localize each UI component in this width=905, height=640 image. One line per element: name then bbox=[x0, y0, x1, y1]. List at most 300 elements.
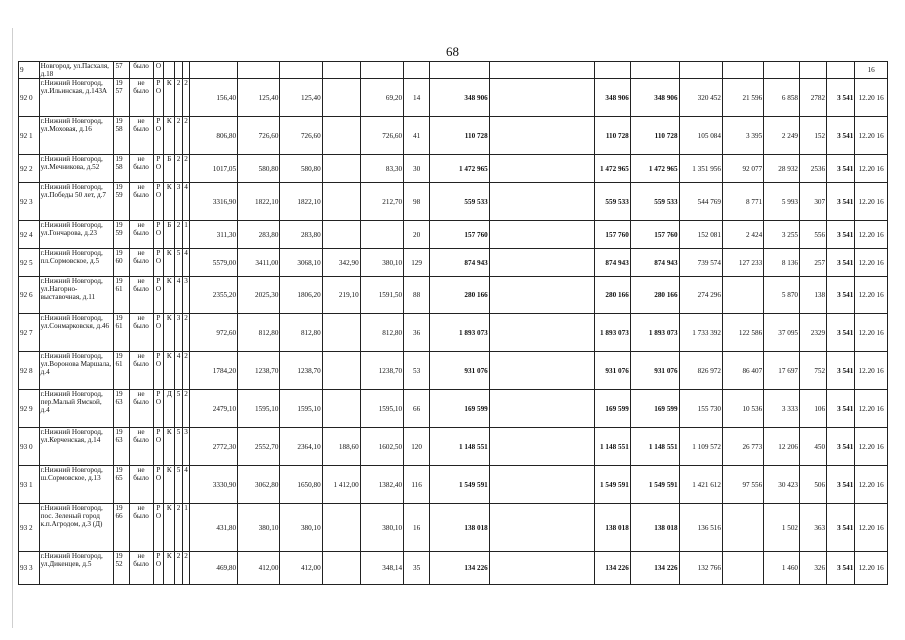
table-cell: О bbox=[153, 62, 164, 79]
table-cell: 41 bbox=[404, 117, 430, 155]
table-cell: г.Нижний Новгород, ул.Гончарова, д.23 bbox=[39, 221, 114, 249]
table-cell: 12.20 16 bbox=[855, 277, 888, 314]
table-cell: 812,80 bbox=[280, 314, 322, 352]
table-cell: 2 bbox=[182, 117, 190, 155]
table-cell bbox=[489, 249, 594, 277]
table-cell: К bbox=[164, 466, 175, 504]
table-cell: К bbox=[164, 183, 175, 221]
table-cell: 92 8 bbox=[19, 352, 40, 390]
table-cell: 2 bbox=[175, 155, 183, 183]
table-cell: 3 255 bbox=[764, 221, 800, 249]
table-cell: 1238,70 bbox=[280, 352, 322, 390]
table-cell bbox=[322, 117, 360, 155]
table-cell: 157 760 bbox=[630, 221, 679, 249]
table-cell: 283,80 bbox=[280, 221, 322, 249]
table-cell: 1 549 591 bbox=[594, 466, 630, 504]
table-cell: 380,10 bbox=[360, 504, 403, 552]
table-cell: 26 773 bbox=[722, 428, 763, 466]
table-cell: 3 541 bbox=[827, 155, 855, 183]
table-cell: 19 63 bbox=[114, 390, 129, 428]
table-cell: 138 018 bbox=[594, 504, 630, 552]
table-cell: 92 2 bbox=[19, 155, 40, 183]
table-cell: было bbox=[129, 62, 153, 79]
table-cell: 92 077 bbox=[722, 155, 763, 183]
table-cell: 280 166 bbox=[630, 277, 679, 314]
table-cell: 92 1 bbox=[19, 117, 40, 155]
table-cell: 931 076 bbox=[594, 352, 630, 390]
table-cell: 1 733 392 bbox=[679, 314, 722, 352]
table-cell: Р О bbox=[153, 504, 164, 552]
table-cell: 5 bbox=[175, 249, 183, 277]
table-cell: Р О bbox=[153, 79, 164, 117]
table-cell: 157 760 bbox=[594, 221, 630, 249]
table-cell: 83,30 bbox=[360, 155, 403, 183]
table-cell: 1 549 591 bbox=[430, 466, 490, 504]
table-cell: 2 bbox=[182, 552, 190, 585]
table-cell: 1382,40 bbox=[360, 466, 403, 504]
table-cell: не было bbox=[129, 352, 153, 390]
table-cell: 36 bbox=[404, 314, 430, 352]
table-cell: не было bbox=[129, 117, 153, 155]
table-cell: 98 bbox=[404, 183, 430, 221]
table-cell: 580,80 bbox=[280, 155, 322, 183]
table-cell: 348 906 bbox=[594, 79, 630, 117]
table-cell: 931 076 bbox=[430, 352, 490, 390]
table-cell: 92 3 bbox=[19, 183, 40, 221]
table-cell: 3 541 bbox=[827, 352, 855, 390]
table-cell: 1 148 551 bbox=[594, 428, 630, 466]
table-cell: г.Нижний Новгород, ул.Дикенцев, д.5 bbox=[39, 552, 114, 585]
table-cell bbox=[722, 62, 763, 79]
table-cell bbox=[489, 390, 594, 428]
table-cell: 3411,00 bbox=[238, 249, 280, 277]
table-cell: 19 61 bbox=[114, 277, 129, 314]
table-cell: 152 bbox=[800, 117, 827, 155]
table-row bbox=[19, 504, 888, 552]
table-cell: 307 bbox=[800, 183, 827, 221]
table-cell: 1 bbox=[182, 504, 190, 552]
table-cell bbox=[722, 277, 763, 314]
table-cell: г.Нижний Новгород, ул.Воронова Маршала, д.4 bbox=[39, 352, 114, 390]
table-cell: 450 bbox=[800, 428, 827, 466]
table-cell: 157 760 bbox=[430, 221, 490, 249]
table-cell: 874 943 bbox=[430, 249, 490, 277]
table-cell: 12.20 16 bbox=[855, 79, 888, 117]
table-cell bbox=[360, 62, 403, 79]
table-cell: Р О bbox=[153, 390, 164, 428]
table-cell: 2 bbox=[175, 117, 183, 155]
table-cell: 2 bbox=[182, 314, 190, 352]
table-cell: 1017,05 bbox=[190, 155, 238, 183]
table-cell: 37 095 bbox=[764, 314, 800, 352]
table-cell: 16 bbox=[855, 62, 888, 79]
table-cell: К bbox=[164, 277, 175, 314]
table-cell: 93 3 bbox=[19, 552, 40, 585]
table-cell: 412,00 bbox=[238, 552, 280, 585]
table-cell: 326 bbox=[800, 552, 827, 585]
table-cell: 806,80 bbox=[190, 117, 238, 155]
table-cell: Р О bbox=[153, 466, 164, 504]
table-cell: 874 943 bbox=[630, 249, 679, 277]
table-cell bbox=[679, 62, 722, 79]
table-cell: не было bbox=[129, 314, 153, 352]
table-cell: г.Нижний Новгород, ул.Ильинская, д.143А bbox=[39, 79, 114, 117]
table-cell: 2552,70 bbox=[238, 428, 280, 466]
table-cell: Р О bbox=[153, 552, 164, 585]
table-cell: 110 728 bbox=[630, 117, 679, 155]
table-cell: г.Нижний Новгород, пос. Зеленый город к.п.Агродом, д.3 (Д) bbox=[39, 504, 114, 552]
table-cell: 30 bbox=[404, 155, 430, 183]
table-cell: 1784,20 bbox=[190, 352, 238, 390]
table-cell: 57 bbox=[114, 62, 129, 79]
table-cell: 2364,10 bbox=[280, 428, 322, 466]
table-cell: 88 bbox=[404, 277, 430, 314]
table-cell: 4 bbox=[182, 466, 190, 504]
table-cell: 320 452 bbox=[679, 79, 722, 117]
table-cell: 1 148 551 bbox=[630, 428, 679, 466]
table-cell: не было bbox=[129, 155, 153, 183]
table-cell: 3 541 bbox=[827, 221, 855, 249]
table-cell: 110 728 bbox=[430, 117, 490, 155]
table-cell: 19 61 bbox=[114, 314, 129, 352]
table-cell: 3 541 bbox=[827, 314, 855, 352]
table-cell: 12.20 16 bbox=[855, 314, 888, 352]
table-cell: 2782 bbox=[800, 79, 827, 117]
table-cell bbox=[722, 504, 763, 552]
table-cell: 2 424 bbox=[722, 221, 763, 249]
table-cell: 3068,10 bbox=[280, 249, 322, 277]
table-cell: 19 52 bbox=[114, 552, 129, 585]
table-cell: не было bbox=[129, 249, 153, 277]
table-cell: Р О bbox=[153, 249, 164, 277]
table-cell: 19 65 bbox=[114, 466, 129, 504]
table-cell bbox=[489, 221, 594, 249]
table-cell bbox=[190, 62, 238, 79]
table-cell: 169 599 bbox=[430, 390, 490, 428]
table-cell: Р О bbox=[153, 183, 164, 221]
table-cell: 4 bbox=[182, 249, 190, 277]
table-cell: 1806,20 bbox=[280, 277, 322, 314]
table-cell: 20 bbox=[404, 221, 430, 249]
table-cell: 1591,50 bbox=[360, 277, 403, 314]
table-cell: 3 541 bbox=[827, 117, 855, 155]
table-cell: 3 333 bbox=[764, 390, 800, 428]
table-cell: 2025,30 bbox=[238, 277, 280, 314]
table-cell bbox=[630, 62, 679, 79]
table-row bbox=[19, 428, 888, 466]
table-cell: Новгород, ул.Пасхаля, д.18 bbox=[39, 62, 114, 79]
table-cell: 21 596 bbox=[722, 79, 763, 117]
table-cell: 138 018 bbox=[430, 504, 490, 552]
table-cell: 559 533 bbox=[630, 183, 679, 221]
table-cell: 129 bbox=[404, 249, 430, 277]
table-row bbox=[19, 117, 888, 155]
table-cell: 1 893 073 bbox=[430, 314, 490, 352]
table-cell bbox=[489, 552, 594, 585]
table-row bbox=[19, 466, 888, 504]
table-cell: 1 893 073 bbox=[594, 314, 630, 352]
table-cell: 3 541 bbox=[827, 428, 855, 466]
table-cell: 348 906 bbox=[430, 79, 490, 117]
table-cell: 726,60 bbox=[360, 117, 403, 155]
table-cell: 19 59 bbox=[114, 183, 129, 221]
table-cell: 3 541 bbox=[827, 504, 855, 552]
table-cell: 4 bbox=[175, 352, 183, 390]
table-cell: 1 472 965 bbox=[430, 155, 490, 183]
table-cell: 363 bbox=[800, 504, 827, 552]
table-cell: 5579,00 bbox=[190, 249, 238, 277]
table-cell: 19 57 bbox=[114, 79, 129, 117]
table-cell: К bbox=[164, 352, 175, 390]
table-cell: 1238,70 bbox=[238, 352, 280, 390]
table-cell: Б bbox=[164, 221, 175, 249]
table-cell: 2 bbox=[182, 390, 190, 428]
table-cell bbox=[164, 62, 175, 79]
table-cell: 127 233 bbox=[722, 249, 763, 277]
table-cell bbox=[489, 117, 594, 155]
table-row bbox=[19, 277, 888, 314]
table-cell: 1822,10 bbox=[238, 183, 280, 221]
table-cell bbox=[489, 62, 594, 79]
table-cell: 1595,10 bbox=[280, 390, 322, 428]
table-cell: 9 bbox=[19, 62, 40, 79]
table-cell: 92 9 bbox=[19, 390, 40, 428]
table-cell: 155 730 bbox=[679, 390, 722, 428]
table-cell: 4 bbox=[182, 183, 190, 221]
table-cell: 2 bbox=[175, 504, 183, 552]
table-cell: 469,80 bbox=[190, 552, 238, 585]
table-row bbox=[19, 390, 888, 428]
table-cell bbox=[764, 62, 800, 79]
table-cell: 280 166 bbox=[430, 277, 490, 314]
table-cell bbox=[489, 504, 594, 552]
margin-line bbox=[12, 28, 13, 628]
table-cell: 1 412,00 bbox=[322, 466, 360, 504]
table-cell: 972,60 bbox=[190, 314, 238, 352]
table-cell: Р О bbox=[153, 221, 164, 249]
table-cell: К bbox=[164, 117, 175, 155]
table-cell bbox=[322, 352, 360, 390]
table-cell: 544 769 bbox=[679, 183, 722, 221]
table-cell bbox=[594, 62, 630, 79]
table-cell: 169 599 bbox=[630, 390, 679, 428]
table-cell: 12.20 16 bbox=[855, 390, 888, 428]
table-cell: 3316,90 bbox=[190, 183, 238, 221]
table-cell: 5 bbox=[175, 466, 183, 504]
table-cell: 556 bbox=[800, 221, 827, 249]
table-cell: не было bbox=[129, 504, 153, 552]
table-cell: 1 148 551 bbox=[430, 428, 490, 466]
table-cell bbox=[800, 62, 827, 79]
table-cell: г.Нижний Новгород, ул.Мечникова, д.52 bbox=[39, 155, 114, 183]
table-cell: 92 5 bbox=[19, 249, 40, 277]
table-cell bbox=[404, 62, 430, 79]
table-cell: 1 351 956 bbox=[679, 155, 722, 183]
table-cell: 93 2 bbox=[19, 504, 40, 552]
table-cell: 92 6 bbox=[19, 277, 40, 314]
page-number: 68 bbox=[446, 44, 459, 59]
table-cell: 12.20 16 bbox=[855, 428, 888, 466]
table-cell: 412,00 bbox=[280, 552, 322, 585]
table-cell: 280 166 bbox=[594, 277, 630, 314]
table-cell: 138 018 bbox=[630, 504, 679, 552]
table-cell bbox=[322, 79, 360, 117]
table-cell: не было bbox=[129, 428, 153, 466]
table-cell: 105 084 bbox=[679, 117, 722, 155]
table-cell: К bbox=[164, 428, 175, 466]
table-cell bbox=[322, 504, 360, 552]
table-cell bbox=[489, 79, 594, 117]
table-row bbox=[19, 183, 888, 221]
table-cell: 1 460 bbox=[764, 552, 800, 585]
table-cell: 431,80 bbox=[190, 504, 238, 552]
table-cell: 19 63 bbox=[114, 428, 129, 466]
table-cell: 3 bbox=[175, 314, 183, 352]
table-cell: г.Нижний Новгород, пер.Малый Ямской, д.4 bbox=[39, 390, 114, 428]
table-cell bbox=[238, 62, 280, 79]
table-cell bbox=[489, 466, 594, 504]
table-cell: Р О bbox=[153, 277, 164, 314]
table-cell: 2 bbox=[182, 155, 190, 183]
table-cell: 93 0 bbox=[19, 428, 40, 466]
table-cell: 559 533 bbox=[594, 183, 630, 221]
table-cell: 53 bbox=[404, 352, 430, 390]
table-cell: 169 599 bbox=[594, 390, 630, 428]
table-cell: 1238,70 bbox=[360, 352, 403, 390]
table-cell bbox=[322, 155, 360, 183]
table-cell: 19 58 bbox=[114, 117, 129, 155]
table-cell: 66 bbox=[404, 390, 430, 428]
table-cell: 8 136 bbox=[764, 249, 800, 277]
table-cell: 93 1 bbox=[19, 466, 40, 504]
table-cell: 257 bbox=[800, 249, 827, 277]
table-cell: 559 533 bbox=[430, 183, 490, 221]
table-cell: 2536 bbox=[800, 155, 827, 183]
table-cell: 3 541 bbox=[827, 552, 855, 585]
table-cell: 1 109 572 bbox=[679, 428, 722, 466]
table-cell: 6 858 bbox=[764, 79, 800, 117]
table-cell: 16 bbox=[404, 504, 430, 552]
table-cell: 5 993 bbox=[764, 183, 800, 221]
table-cell: 138 bbox=[800, 277, 827, 314]
table-cell bbox=[322, 552, 360, 585]
table-cell: 12.20 16 bbox=[855, 352, 888, 390]
table-cell: 125,40 bbox=[238, 79, 280, 117]
table-cell: 12.20 16 bbox=[855, 249, 888, 277]
table-cell: 2 bbox=[182, 79, 190, 117]
table-cell: 1 bbox=[182, 221, 190, 249]
table-cell: 1595,10 bbox=[360, 390, 403, 428]
table-cell: 1822,10 bbox=[280, 183, 322, 221]
table-cell: 1595,10 bbox=[238, 390, 280, 428]
table-cell: 1650,80 bbox=[280, 466, 322, 504]
table-cell: Р О bbox=[153, 155, 164, 183]
table-cell bbox=[489, 155, 594, 183]
table-cell: 86 407 bbox=[722, 352, 763, 390]
table-cell: 2 249 bbox=[764, 117, 800, 155]
table-cell: 3 541 bbox=[827, 79, 855, 117]
table-cell: 125,40 bbox=[280, 79, 322, 117]
table-cell: 12.20 16 bbox=[855, 155, 888, 183]
table-cell: 156,40 bbox=[190, 79, 238, 117]
table-cell: 931 076 bbox=[630, 352, 679, 390]
table-cell: Р О bbox=[153, 428, 164, 466]
table-cell: 19 61 bbox=[114, 352, 129, 390]
table-cell: 28 932 bbox=[764, 155, 800, 183]
table-cell: 3 bbox=[175, 183, 183, 221]
table-cell: 283,80 bbox=[238, 221, 280, 249]
table-cell: 97 556 bbox=[722, 466, 763, 504]
table-cell: г.Нижний Новгород, ул.Победы 50 лет, д.7 bbox=[39, 183, 114, 221]
table-cell: 1 472 965 bbox=[630, 155, 679, 183]
table-cell: 110 728 bbox=[594, 117, 630, 155]
table-cell: 812,80 bbox=[360, 314, 403, 352]
register-table bbox=[18, 61, 888, 585]
table-cell: 106 bbox=[800, 390, 827, 428]
table-cell: 12.20 16 bbox=[855, 117, 888, 155]
table-cell: 506 bbox=[800, 466, 827, 504]
table-cell: 92 0 bbox=[19, 79, 40, 117]
table-cell: г.Нижний Новгород, ул.Сонмарковскя, д.46 bbox=[39, 314, 114, 352]
table-cell: 3 bbox=[182, 277, 190, 314]
table-cell: 5 bbox=[175, 428, 183, 466]
table-cell: 580,80 bbox=[238, 155, 280, 183]
table-cell: 380,10 bbox=[360, 249, 403, 277]
table-cell bbox=[489, 314, 594, 352]
table-row bbox=[19, 155, 888, 183]
table-cell: 120 bbox=[404, 428, 430, 466]
table-cell: К bbox=[164, 552, 175, 585]
table-cell bbox=[489, 183, 594, 221]
table-cell: не было bbox=[129, 466, 153, 504]
table-row bbox=[19, 221, 888, 249]
table-cell: не было bbox=[129, 183, 153, 221]
table-cell: 1 421 612 bbox=[679, 466, 722, 504]
table-cell: 116 bbox=[404, 466, 430, 504]
table-cell: 874 943 bbox=[594, 249, 630, 277]
table-cell: 1 502 bbox=[764, 504, 800, 552]
table-cell: 1602,50 bbox=[360, 428, 403, 466]
table-cell: 3 bbox=[182, 428, 190, 466]
table-cell: 12.20 16 bbox=[855, 221, 888, 249]
table-cell: 348 906 bbox=[630, 79, 679, 117]
table-cell: г.Нижний Новгород, ш.Сормовское, д.13 bbox=[39, 466, 114, 504]
table-cell: 12.20 16 bbox=[855, 504, 888, 552]
table-cell bbox=[322, 62, 360, 79]
table-cell: 311,30 bbox=[190, 221, 238, 249]
table-cell bbox=[360, 221, 403, 249]
table-cell: Б bbox=[164, 155, 175, 183]
table-cell: 3 541 bbox=[827, 466, 855, 504]
table-cell: 132 766 bbox=[679, 552, 722, 585]
table-cell: 2 bbox=[175, 79, 183, 117]
table-cell: 12.20 16 bbox=[855, 183, 888, 221]
table-cell bbox=[175, 62, 183, 79]
table-cell: 35 bbox=[404, 552, 430, 585]
table-cell: 3062,80 bbox=[238, 466, 280, 504]
table-cell: 274 296 bbox=[679, 277, 722, 314]
table-cell: Р О bbox=[153, 314, 164, 352]
table-cell: 17 697 bbox=[764, 352, 800, 390]
table-cell: 3 395 bbox=[722, 117, 763, 155]
table-cell: 726,60 bbox=[280, 117, 322, 155]
table-cell: 19 58 bbox=[114, 155, 129, 183]
table-cell: 5 870 bbox=[764, 277, 800, 314]
table-cell: 2 bbox=[175, 221, 183, 249]
table-cell: 2 bbox=[175, 552, 183, 585]
table-cell: 3 541 bbox=[827, 277, 855, 314]
table-row bbox=[19, 552, 888, 585]
